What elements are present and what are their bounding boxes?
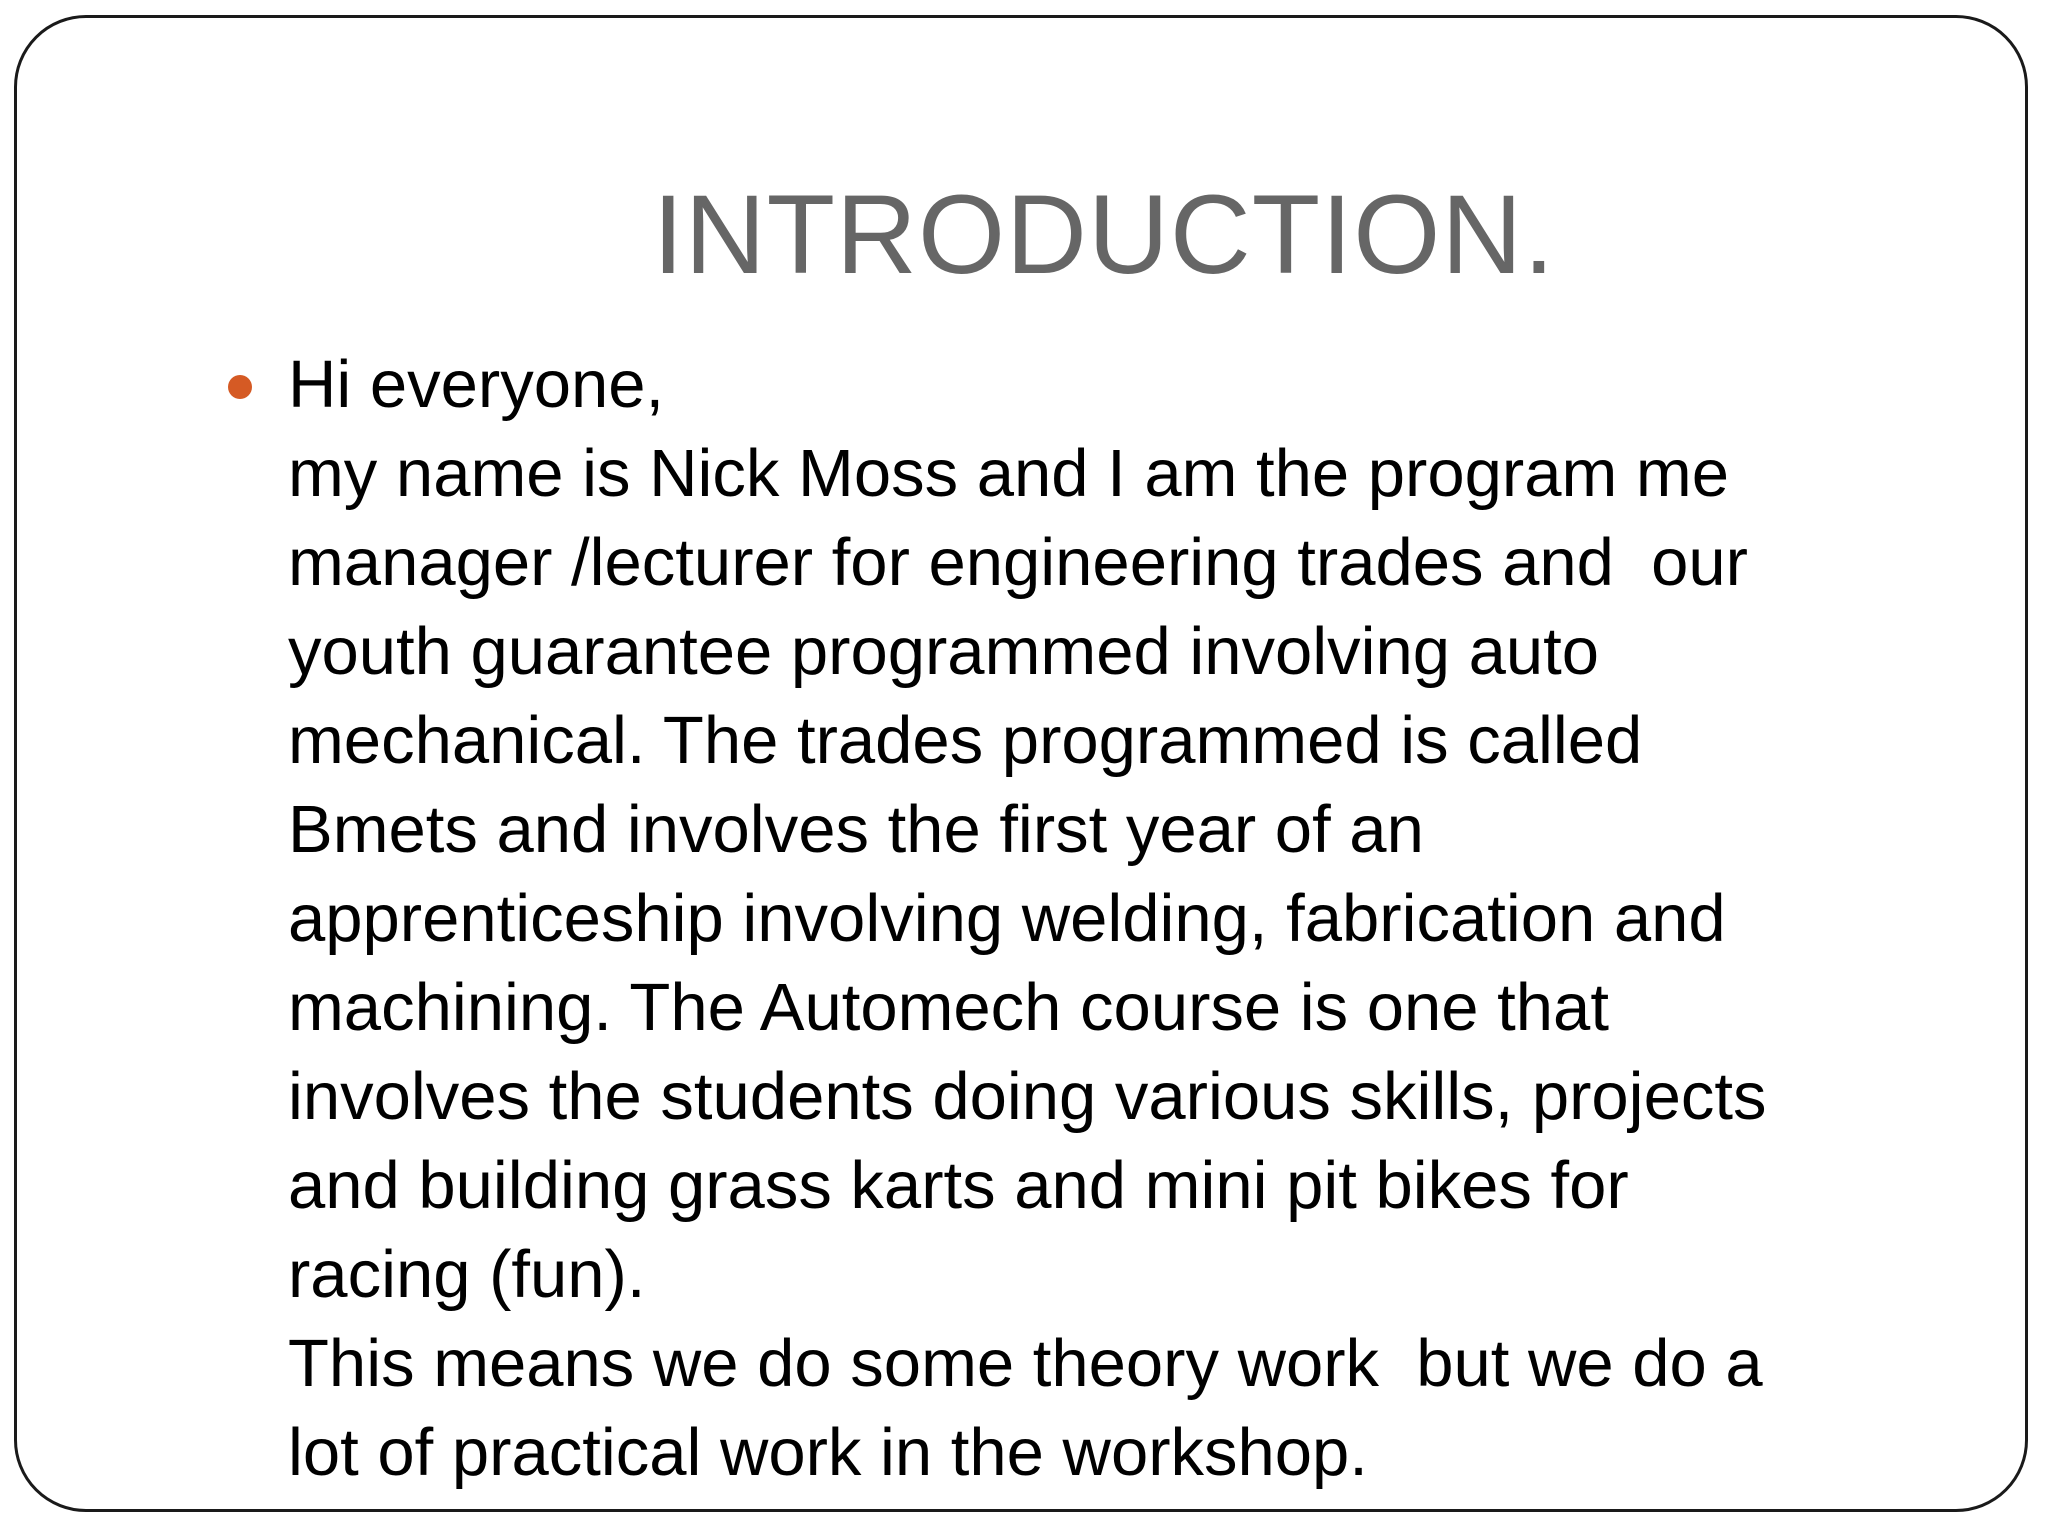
text-line: youth guarantee programmed involving auto xyxy=(288,614,1600,689)
text-line: This means we do some theory work but we do a xyxy=(288,1326,1763,1401)
text-line: Hi everyone, xyxy=(288,347,665,422)
text-line: racing (fun). xyxy=(288,1237,646,1312)
slide-title: INTRODUCTION. xyxy=(652,172,1556,297)
text-line: and building grass karts and mini pit bikes for xyxy=(288,1148,1629,1223)
text-line: manager /lecturer for engineering trades and our xyxy=(288,525,1748,600)
bullet-dot-icon xyxy=(228,375,252,399)
text-line: Bmets and involves the first year of an xyxy=(288,792,1424,867)
text-line: lot of practical work in the workshop. xyxy=(288,1415,1368,1490)
text-line: my name is Nick Moss and I am the program me xyxy=(288,436,1729,511)
text-line: mechanical. The trades programmed is called xyxy=(288,703,1643,778)
text-line: apprenticeship involving welding, fabrication and xyxy=(288,881,1726,956)
bullet-text xyxy=(288,340,2008,1497)
text-line: involves the students doing various skills, projects xyxy=(288,1059,1767,1134)
text-line: machining. The Automech course is one that xyxy=(288,970,1609,1045)
